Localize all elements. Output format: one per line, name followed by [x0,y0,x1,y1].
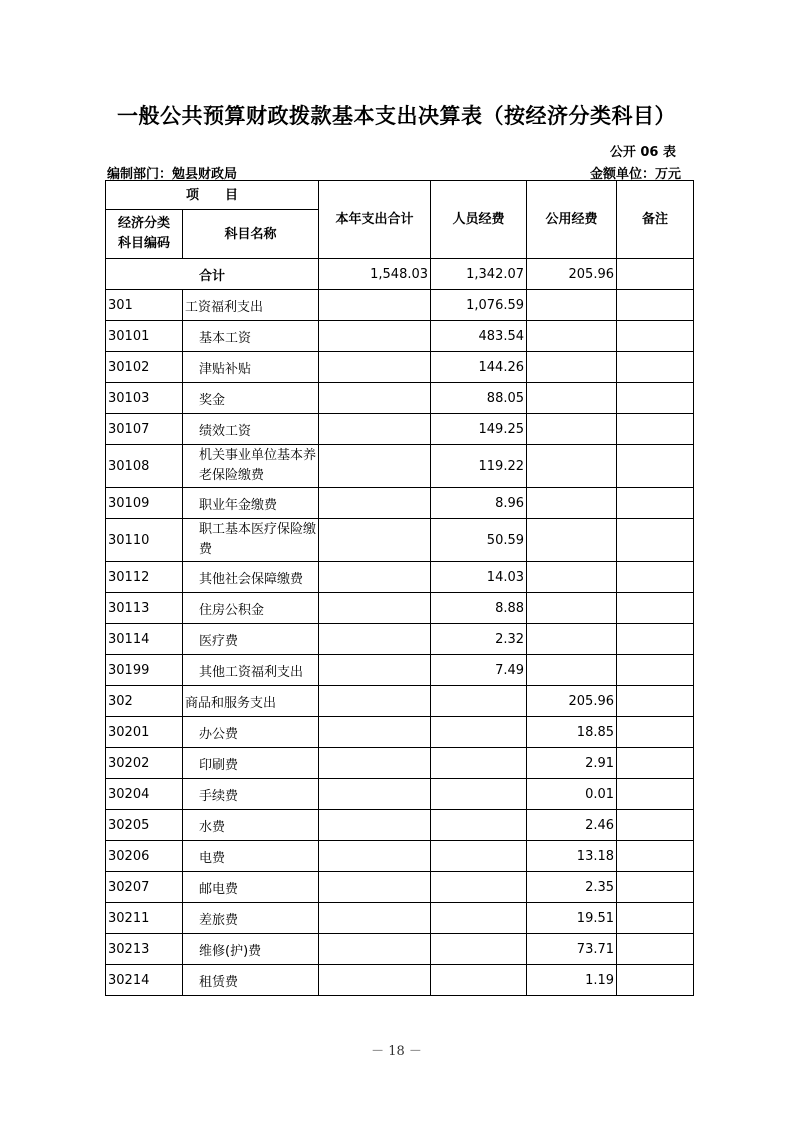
row-code: 30213 [106,934,183,965]
table-row [106,562,694,593]
row-public [527,414,617,445]
row-personnel: 7.49 [431,655,527,686]
row-total [319,290,431,321]
row-public: 2.35 [527,872,617,903]
row-name: 基本工资 [183,321,319,352]
row-personnel [431,717,527,748]
total-label: 合计 [106,259,319,290]
header-code: 经济分类科目编码 [106,210,183,259]
row-name: 其他工资福利支出 [183,655,319,686]
total-note [617,259,694,290]
row-name: 职业年金缴费 [183,488,319,519]
row-total [319,655,431,686]
row-note [617,562,694,593]
row-code: 30110 [106,519,183,562]
row-code: 30109 [106,488,183,519]
row-personnel [431,686,527,717]
row-personnel [431,872,527,903]
row-total [319,414,431,445]
row-personnel: 50.59 [431,519,527,562]
header-total: 本年支出合计 [319,181,431,259]
row-code: 302 [106,686,183,717]
row-total [319,624,431,655]
row-code: 30101 [106,321,183,352]
row-personnel: 8.96 [431,488,527,519]
table-row [106,624,694,655]
row-public: 73.71 [527,934,617,965]
row-name: 水费 [183,810,319,841]
row-total [319,593,431,624]
total-row [106,259,694,290]
row-name: 租赁费 [183,965,319,996]
row-personnel [431,748,527,779]
row-personnel: 483.54 [431,321,527,352]
row-note [617,321,694,352]
row-name: 绩效工资 [183,414,319,445]
row-personnel: 119.22 [431,445,527,488]
table-row [106,872,694,903]
row-personnel: 8.88 [431,593,527,624]
total-personnel: 1,342.07 [431,259,527,290]
row-public: 13.18 [527,841,617,872]
row-note [617,965,694,996]
row-public: 2.91 [527,748,617,779]
row-total [319,717,431,748]
row-public [527,519,617,562]
header-note: 备注 [617,181,694,259]
row-name: 其他社会保障缴费 [183,562,319,593]
row-note [617,872,694,903]
row-name: 住房公积金 [183,593,319,624]
row-total [319,352,431,383]
row-code: 30206 [106,841,183,872]
row-note [617,903,694,934]
table-row [106,934,694,965]
row-code: 30102 [106,352,183,383]
row-personnel [431,810,527,841]
table-row [106,903,694,934]
table-row [106,290,694,321]
row-code: 30199 [106,655,183,686]
row-public: 2.46 [527,810,617,841]
row-name: 机关事业单位基本养老保险缴费 [183,445,319,488]
row-total [319,488,431,519]
row-note [617,624,694,655]
row-name: 办公费 [183,717,319,748]
row-total [319,562,431,593]
table-row [106,383,694,414]
page-number: － 18 － [371,1044,422,1059]
row-public [527,624,617,655]
header-personnel: 人员经费 [431,181,527,259]
row-personnel: 88.05 [431,383,527,414]
row-code: 30103 [106,383,183,414]
row-code: 30202 [106,748,183,779]
table-row [106,686,694,717]
expenditure-table [105,180,694,996]
row-name: 印刷费 [183,748,319,779]
page-title: 一般公共预算财政拨款基本支出决算表（按经济分类科目） [117,104,676,128]
row-name: 电费 [183,841,319,872]
department-label: 编制部门：勉县财政局 [107,167,238,182]
row-code: 30211 [106,903,183,934]
row-note [617,748,694,779]
row-name: 商品和服务支出 [183,686,319,717]
row-personnel [431,934,527,965]
row-total [319,810,431,841]
row-name: 维修(护)费 [183,934,319,965]
row-total [319,686,431,717]
row-personnel: 2.32 [431,624,527,655]
row-total [319,841,431,872]
row-code: 30113 [106,593,183,624]
row-name: 津贴补贴 [183,352,319,383]
row-note [617,383,694,414]
row-code: 30204 [106,779,183,810]
row-total [319,383,431,414]
table-row [106,488,694,519]
row-note [617,717,694,748]
table-row [106,655,694,686]
table-row [106,593,694,624]
row-code: 30107 [106,414,183,445]
row-name: 邮电费 [183,872,319,903]
row-public [527,290,617,321]
table-row [106,965,694,996]
row-total [319,903,431,934]
row-personnel: 14.03 [431,562,527,593]
row-note [617,593,694,624]
row-personnel [431,903,527,934]
table-row [106,810,694,841]
row-note [617,519,694,562]
row-public [527,352,617,383]
row-personnel: 1,076.59 [431,290,527,321]
row-public [527,383,617,414]
row-name: 差旅费 [183,903,319,934]
table-row [106,841,694,872]
row-code: 30114 [106,624,183,655]
row-note [617,488,694,519]
row-personnel [431,841,527,872]
total-public: 205.96 [527,259,617,290]
row-code: 30201 [106,717,183,748]
row-personnel [431,779,527,810]
table-row [106,748,694,779]
row-note [617,810,694,841]
row-code: 301 [106,290,183,321]
row-public [527,445,617,488]
row-note [617,686,694,717]
row-total [319,748,431,779]
row-public [527,655,617,686]
row-code: 30108 [106,445,183,488]
row-name: 手续费 [183,779,319,810]
row-public: 19.51 [527,903,617,934]
row-public: 205.96 [527,686,617,717]
row-public: 1.19 [527,965,617,996]
header-item: 项 目 [106,181,319,210]
unit-label: 金额单位：万元 [589,167,681,182]
row-total [319,321,431,352]
table-row [106,445,694,488]
header-name: 科目名称 [183,210,319,259]
row-note [617,841,694,872]
row-name: 职工基本医疗保险缴费 [183,519,319,562]
total-amount: 1,548.03 [319,259,431,290]
row-public: 0.01 [527,779,617,810]
header-public: 公用经费 [527,181,617,259]
row-note [617,934,694,965]
row-note [617,414,694,445]
table-row [106,519,694,562]
table-row [106,321,694,352]
row-note [617,779,694,810]
row-public [527,321,617,352]
row-code: 30207 [106,872,183,903]
row-total [319,965,431,996]
row-name: 奖金 [183,383,319,414]
row-public [527,593,617,624]
row-public [527,488,617,519]
row-note [617,352,694,383]
row-total [319,872,431,903]
row-code: 30112 [106,562,183,593]
row-total [319,445,431,488]
row-code: 30214 [106,965,183,996]
table-row [106,414,694,445]
row-total [319,779,431,810]
row-note [617,445,694,488]
row-note [617,290,694,321]
row-total [319,519,431,562]
row-personnel: 144.26 [431,352,527,383]
row-name: 医疗费 [183,624,319,655]
row-public [527,562,617,593]
table-row [106,352,694,383]
row-personnel: 149.25 [431,414,527,445]
row-note [617,655,694,686]
table-row [106,779,694,810]
row-name: 工资福利支出 [183,290,319,321]
row-code: 30205 [106,810,183,841]
row-personnel [431,965,527,996]
row-total [319,934,431,965]
form-number: 公开 06 表 [609,145,676,160]
table-row [106,717,694,748]
row-public: 18.85 [527,717,617,748]
